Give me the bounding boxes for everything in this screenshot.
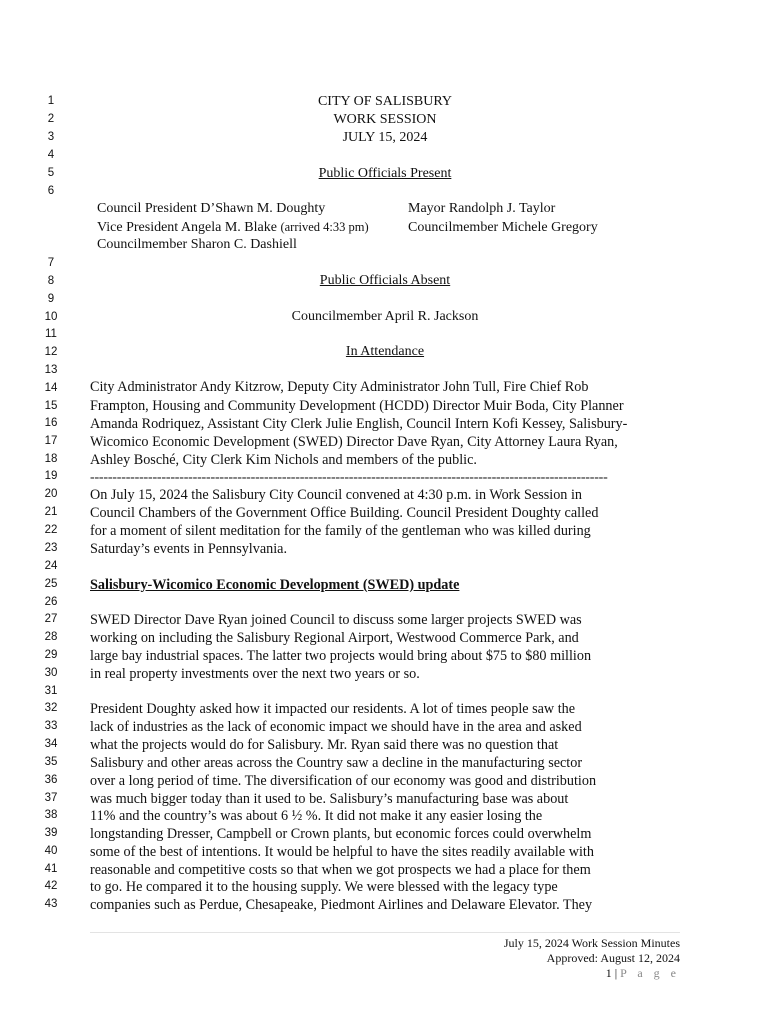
present-right-1: Mayor Randolph J. Taylor	[408, 201, 556, 216]
swed-p2-line: some of the best of intentions. It would be helpful to have the sites readily available with	[90, 844, 594, 860]
line-number: 30	[44, 667, 58, 679]
opening-line-4: Saturday’s events in Pennsylvania.	[90, 541, 288, 557]
present-right-2: Councilmember Michele Gregory	[408, 220, 598, 235]
present-left-2-name: Vice President Angela M. Blake	[97, 220, 277, 235]
line-number: 43	[44, 898, 58, 910]
page-separator: |	[614, 966, 618, 980]
line-number: 16	[44, 417, 58, 429]
present-heading: Public Officials Present	[318, 166, 452, 181]
swed-p2-line: longstanding Dresser, Campbell or Crown plants, but economic forces could overwhelm	[90, 826, 592, 842]
line-number: 18	[44, 453, 58, 465]
attendance-line-1: City Administrator Andy Kitzrow, Deputy City Administrator John Tull, Fire Chief Rob	[90, 379, 589, 395]
line-number: 13	[44, 364, 58, 376]
attendance-line-2: Frampton, Housing and Community Development (HCDD) Director Muir Boda, City Planner	[90, 398, 624, 414]
line-number: 14	[44, 382, 58, 394]
line-number: 2	[47, 113, 55, 125]
session-date: JULY 15, 2024	[342, 130, 428, 145]
footer-minutes: July 15, 2024 Work Session Minutes	[503, 936, 680, 950]
line-number: 20	[44, 488, 58, 500]
line-number: 17	[44, 435, 58, 447]
swed-p1-line: large bay industrial spaces. The latter two projects would bring about $75 to $80 million	[90, 648, 592, 664]
swed-p2-line: reasonable and competitive costs so that when we got prospects we had a place for them	[90, 862, 591, 878]
page-word: P a g e	[620, 966, 680, 980]
line-number: 24	[44, 560, 58, 572]
line-number: 15	[44, 400, 58, 412]
swed-p2-line: President Doughty asked how it impacted our residents. A lot of times people saw the	[90, 701, 576, 717]
line-number: 36	[44, 774, 58, 786]
swed-p2-line: over a long period of time. The diversification of our economy was good and distribution	[90, 773, 597, 789]
swed-p2-line: what the projects would do for Salisbury. Mr. Ryan said there was no question that	[90, 737, 559, 753]
line-number: 23	[44, 542, 58, 554]
line-number: 32	[44, 702, 58, 714]
absent-heading: Public Officials Absent	[319, 273, 451, 288]
page-number: 1	[605, 966, 612, 980]
footer-page	[606, 966, 680, 981]
attendance-line-4: Wicomico Economic Development (SWED) Director Dave Ryan, City Attorney Laura Ryan,	[90, 434, 618, 450]
line-number: 21	[44, 506, 58, 518]
opening-line-2: Council Chambers of the Government Office Building. Council President Doughty called	[90, 505, 599, 521]
line-number: 4	[47, 149, 55, 161]
arrival-note: (arrived 4:33 pm)	[280, 220, 369, 234]
swed-p1-line: in real property investments over the next two years or so.	[90, 666, 420, 682]
city-title: CITY OF SALISBURY	[317, 94, 453, 109]
attendance-heading: In Attendance	[345, 344, 425, 359]
line-number: 7	[47, 257, 55, 269]
opening-line-3: for a moment of silent meditation for the family of the gentleman who was killed during	[90, 523, 591, 539]
swed-p2-line: lack of industries as the lack of economic impact we should have in the area and asked	[90, 719, 582, 735]
absent-name: Councilmember April R. Jackson	[291, 309, 479, 324]
line-number: 9	[47, 293, 55, 305]
line-number: 12	[44, 346, 58, 358]
line-number: 26	[44, 596, 58, 608]
line-number: 5	[47, 167, 55, 179]
line-number: 41	[44, 863, 58, 875]
swed-p1-line: working on including the Salisbury Regional Airport, Westwood Commerce Park, and	[90, 630, 579, 646]
line-number: 40	[44, 845, 58, 857]
line-number: 11	[45, 328, 57, 340]
line-number: 8	[47, 275, 55, 287]
swed-p2-line: 11% and the country’s was about 6 ½ %. It did not make it any easier losing the	[90, 808, 543, 824]
swed-p2-line: was much bigger today than it used to be. Salisbury’s manufacturing base was about	[90, 791, 569, 807]
separator-line: --------------------------------------------------------------------------------------------------------------------	[90, 470, 608, 485]
line-number: 19	[44, 470, 58, 482]
swed-p2-line: Salisbury and other areas across the Country saw a decline in the manufacturing sector	[90, 755, 583, 771]
swed-p1-line: SWED Director Dave Ryan joined Council to discuss some larger projects SWED was	[90, 612, 582, 628]
swed-p2-line: to go. He compared it to the housing supply. We were blessed with the legacy type	[90, 879, 558, 895]
line-number: 10	[44, 311, 58, 323]
line-number: 22	[44, 524, 58, 536]
footer-approved: Approved: August 12, 2024	[546, 951, 680, 965]
swed-heading: Salisbury-Wicomico Economic Development (SWED) update	[90, 577, 460, 593]
line-number: 3	[47, 131, 55, 143]
line-number: 38	[44, 809, 58, 821]
line-number: 29	[44, 649, 58, 661]
line-number: 25	[44, 578, 58, 590]
session-title: WORK SESSION	[333, 112, 437, 127]
line-number: 33	[44, 720, 58, 732]
attendance-line-3: Amanda Rodriquez, Assistant City Clerk Julie English, Council Intern Kofi Kessey, Salisbury-	[90, 416, 628, 432]
line-number: 35	[44, 756, 58, 768]
footer-divider	[90, 932, 680, 933]
present-left-1: Council President D’Shawn M. Doughty	[97, 201, 326, 216]
present-left-2	[97, 220, 369, 236]
opening-line-1: On July 15, 2024 the Salisbury City Council convened at 4:30 p.m. in Work Session in	[90, 487, 582, 503]
line-number: 6	[47, 185, 55, 197]
line-number: 28	[44, 631, 58, 643]
swed-p2-line: companies such as Perdue, Chesapeake, Piedmont Airlines and Delaware Elevator. They	[90, 897, 593, 913]
line-number: 1	[47, 95, 55, 107]
line-number: 42	[44, 880, 58, 892]
line-number: 31	[44, 685, 58, 697]
line-number: 39	[44, 827, 58, 839]
attendance-line-5: Ashley Bosché, City Clerk Kim Nichols and members of the public.	[90, 452, 477, 468]
line-number: 37	[44, 792, 58, 804]
line-number: 34	[44, 738, 58, 750]
present-left-3: Councilmember Sharon C. Dashiell	[97, 237, 297, 252]
line-number: 27	[44, 613, 58, 625]
